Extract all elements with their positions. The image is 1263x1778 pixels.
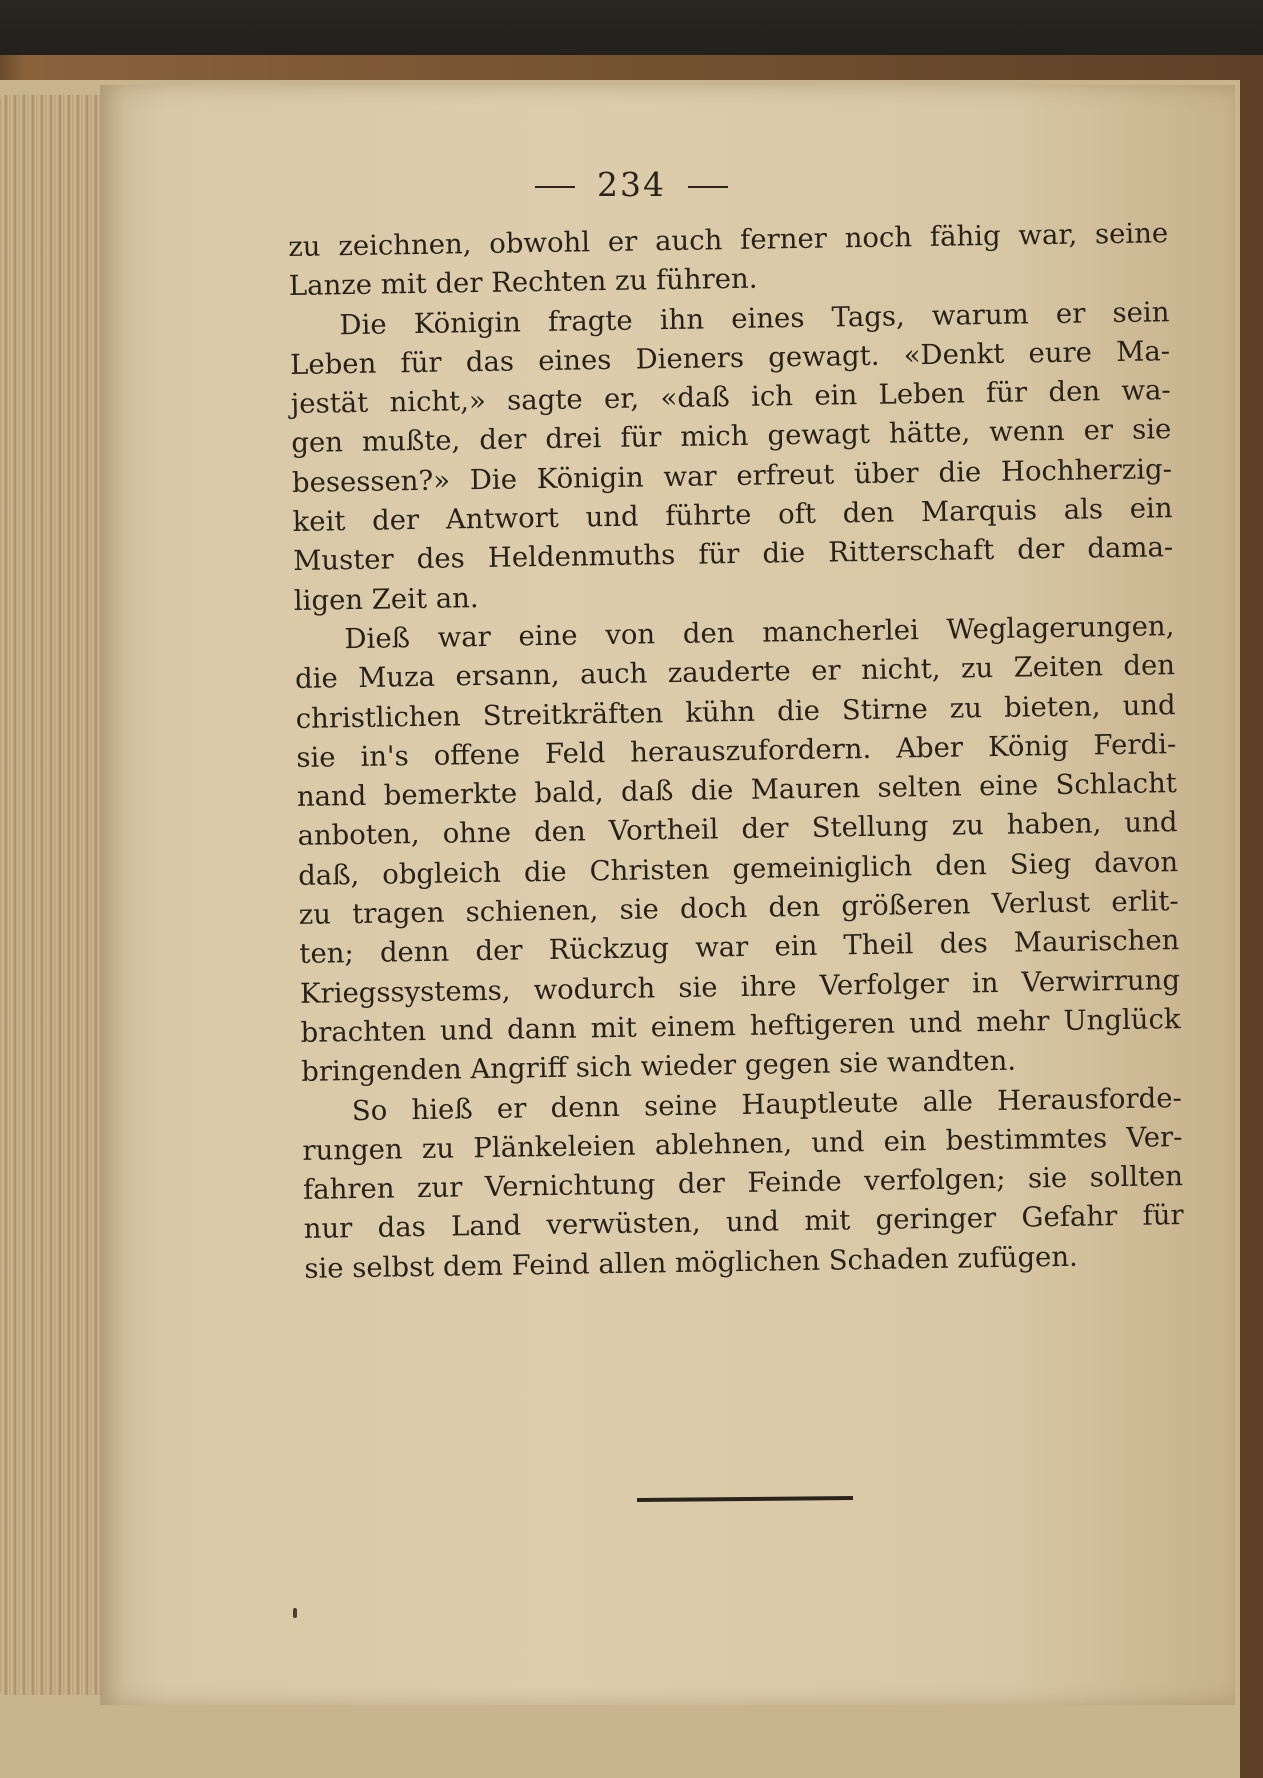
- text-line: ligen Zeit an.: [293, 581, 479, 617]
- text-line: Dieß war eine von den mancherlei Weglagerungen,: [344, 610, 1175, 656]
- body-text: [288, 214, 1185, 1289]
- text-line: christlichen Streitkräften kühn die Stirne zu bieten, und: [295, 688, 1176, 735]
- text-line: Leben für das eines Dieners gewagt. «Denkt eure Ma-: [289, 335, 1171, 381]
- text-line: sie in's offene Feld herauszufordern. Aber König Ferdi-: [296, 727, 1177, 774]
- text-line: gen mußte, der drei für mich gewagt hätte, wenn er sie: [291, 413, 1172, 460]
- text-line: Kriegssystems, wodurch sie ihre Verfolger in Verwirrung: [299, 963, 1181, 1010]
- text-line: Die Königin fragte ihn eines Tags, warum er sein: [339, 295, 1170, 341]
- text-line: daß, obgleich die Christen gemeiniglich den Sieg davon: [297, 845, 1179, 892]
- text-line: rungen zu Plänkeleien ablehnen, und ein bestimmtes Ver-: [302, 1120, 1183, 1167]
- text-line: brachten und dann mit einem heftigeren und mehr Unglück: [300, 1003, 1181, 1049]
- text-line: die Muza ersann, auch zauderte er nicht, zu Zeiten den: [294, 649, 1176, 696]
- text-line: anboten, ohne den Vortheil der Stellung zu haben, und: [297, 806, 1178, 853]
- paper-speck: [293, 1608, 297, 1618]
- text-line: besessen?» Die Königin war erfreut über die Hochherzig-: [291, 452, 1173, 499]
- text-line: So hieß er denn seine Hauptleute alle Herausforde-: [351, 1081, 1183, 1127]
- text-line: jestät nicht,» sagte er, «daß ich ein Leben für den wa-: [290, 374, 1171, 421]
- text-line: bringenden Angriff sich wieder gegen sie wandten.: [301, 1044, 1017, 1089]
- text-line: zu zeichnen, obwohl er auch ferner noch fähig war, seine: [288, 217, 1169, 263]
- text-line: fahren zur Vernichtung der Feinde verfolgen; sie sollten: [302, 1160, 1184, 1207]
- page-number: [0, 165, 1263, 204]
- text-line: Muster des Heldenmuths für die Ritterschaft der dama-: [292, 531, 1174, 578]
- text-line: ten; denn der Rückzug war ein Theil des Maurischen: [299, 924, 1180, 971]
- text-line: nur das Land verwüsten, und mit geringer Gefahr für: [303, 1199, 1184, 1246]
- page-number-value: 234: [597, 165, 666, 204]
- page-number-dash-left: [535, 186, 575, 188]
- text-line: keit der Antwort und führte oft den Marquis als ein: [292, 492, 1173, 539]
- page-number-dash-right: [688, 186, 728, 188]
- text-line: Lanze mit der Rechten zu führen.: [288, 262, 758, 303]
- text-line: nand bemerkte bald, daß die Mauren selten eine Schlacht: [296, 767, 1178, 814]
- text-line: zu tragen schienen, sie doch den größeren Verlust erlit-: [298, 885, 1179, 931]
- text-line: sie selbst dem Feind allen möglichen Schaden zufügen.: [304, 1240, 1079, 1285]
